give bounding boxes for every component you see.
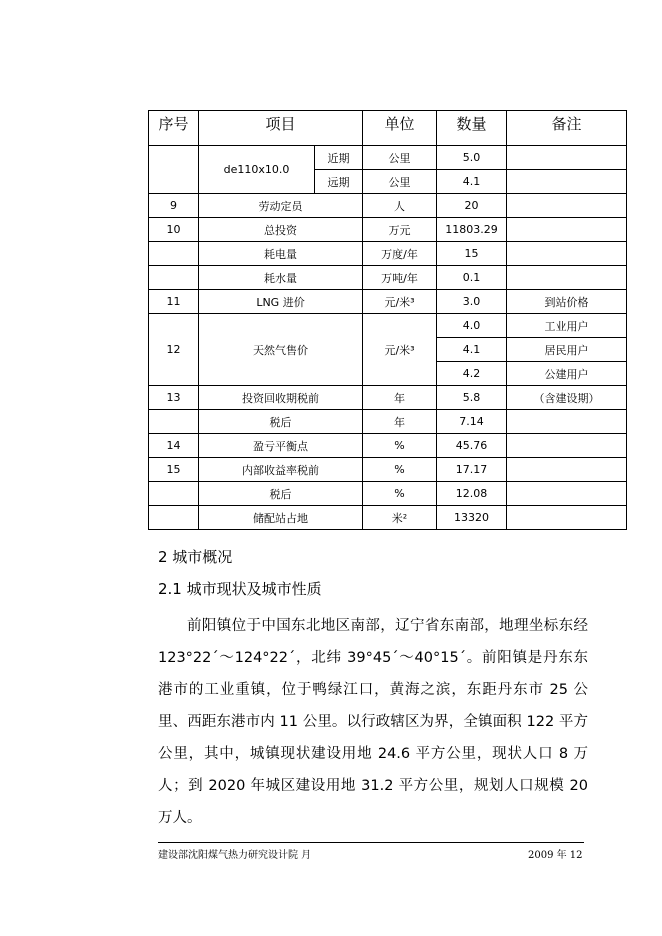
cell-note: （含建设期） xyxy=(507,386,627,410)
cell-qty: 17.17 xyxy=(437,458,507,482)
cell-unit: 万元 xyxy=(363,218,437,242)
cell-seq xyxy=(149,410,199,434)
cell-seq: 9 xyxy=(149,194,199,218)
body-paragraph: 前阳镇位于中国东北地区南部，辽宁省东南部，地理坐标东经 123°22´～124°22´，北纬 39°45´～40°15´。前阳镇是丹东东港市的工业重镇，位于鸭绿江口，黄海之滨，东距丹东市 25 公里、西距东港市内 11 公里。以行政辖区为界，全镇面积 122 平方公里，其中，城镇现状建设用地 24.6 平方公里，现状人口 8 万人；到 2020 年城区建设用地 31.2 平方公里，规划人口规模 20 万人。 xyxy=(158,618,588,826)
cell-seq: 14 xyxy=(149,434,199,458)
cell-note: 公建用户 xyxy=(507,362,627,386)
cell-qty: 13320 xyxy=(437,506,507,530)
cell-seq xyxy=(149,266,199,290)
table-row xyxy=(149,482,627,506)
header-seq: 序号 xyxy=(149,111,199,146)
cell-qty: 4.2 xyxy=(437,362,507,386)
table-row xyxy=(149,386,627,410)
table-row xyxy=(149,410,627,434)
cell-item: 投资回收期税前 xyxy=(199,386,363,410)
header-note: 备注 xyxy=(507,111,627,146)
footer-divider xyxy=(158,842,584,843)
cell-note xyxy=(507,482,627,506)
cell-note: 工业用户 xyxy=(507,314,627,338)
cell-qty: 45.76 xyxy=(437,434,507,458)
cell-note xyxy=(507,506,627,530)
cell-unit: 万度/年 xyxy=(363,242,437,266)
cell-note xyxy=(507,170,627,194)
cell-qty: 5.8 xyxy=(437,386,507,410)
cell-note xyxy=(507,266,627,290)
cell-item: 内部收益率税前 xyxy=(199,458,363,482)
cell-qty: 4.0 xyxy=(437,314,507,338)
cell-item: 耗电量 xyxy=(199,242,363,266)
cell-unit: 人 xyxy=(363,194,437,218)
cell-unit: 元/米³ xyxy=(363,314,437,386)
table-row xyxy=(149,218,627,242)
table-row xyxy=(149,314,627,338)
cell-item: 税后 xyxy=(199,482,363,506)
cell-item: 税后 xyxy=(199,410,363,434)
cell-qty: 5.0 xyxy=(437,146,507,170)
cell-unit: 万吨/年 xyxy=(363,266,437,290)
cell-note xyxy=(507,218,627,242)
cell-unit: 米² xyxy=(363,506,437,530)
cell-unit: % xyxy=(363,482,437,506)
cell-seq xyxy=(149,506,199,530)
cell-qty: 20 xyxy=(437,194,507,218)
cell-seq xyxy=(149,146,199,194)
cell-note: 居民用户 xyxy=(507,338,627,362)
cell-seq: 10 xyxy=(149,218,199,242)
cell-note xyxy=(507,194,627,218)
cell-qty: 11803.29 xyxy=(437,218,507,242)
table-row xyxy=(149,194,627,218)
cell-unit: 年 xyxy=(363,410,437,434)
cell-qty: 3.0 xyxy=(437,290,507,314)
cell-qty: 4.1 xyxy=(437,170,507,194)
cell-seq: 12 xyxy=(149,314,199,386)
cell-item: 劳动定员 xyxy=(199,194,363,218)
cell-note xyxy=(507,458,627,482)
cell-unit: % xyxy=(363,458,437,482)
cell-qty: 0.1 xyxy=(437,266,507,290)
cell-sub: 近期 xyxy=(315,146,363,170)
table-row xyxy=(149,146,627,170)
cell-note xyxy=(507,410,627,434)
cell-item: 盈亏平衡点 xyxy=(199,434,363,458)
cell-qty: 4.1 xyxy=(437,338,507,362)
header-qty: 数量 xyxy=(437,111,507,146)
section-heading: 2 城市概况 xyxy=(158,548,233,566)
table-header-row xyxy=(149,111,627,146)
cell-unit: 年 xyxy=(363,386,437,410)
cell-unit: 公里 xyxy=(363,146,437,170)
cell-seq: 11 xyxy=(149,290,199,314)
table-row xyxy=(149,242,627,266)
cell-seq xyxy=(149,242,199,266)
cell-sub: 远期 xyxy=(315,170,363,194)
cell-seq: 15 xyxy=(149,458,199,482)
table-row xyxy=(149,434,627,458)
cell-note xyxy=(507,242,627,266)
footer-date: 2009 年 12 xyxy=(528,850,583,861)
cell-pipe-label: de110x10.0 xyxy=(199,146,315,194)
cell-qty: 12.08 xyxy=(437,482,507,506)
cell-unit: % xyxy=(363,434,437,458)
table-row xyxy=(149,458,627,482)
cell-item: 储配站占地 xyxy=(199,506,363,530)
cell-note xyxy=(507,434,627,458)
cell-seq: 13 xyxy=(149,386,199,410)
table-row xyxy=(149,506,627,530)
cell-item: 总投资 xyxy=(199,218,363,242)
cell-item: LNG 进价 xyxy=(199,290,363,314)
cell-item: 天然气售价 xyxy=(199,314,363,386)
subsection-heading: 2.1 城市现状及城市性质 xyxy=(158,580,322,598)
cell-unit: 元/米³ xyxy=(363,290,437,314)
header-item: 项目 xyxy=(199,111,363,146)
cell-item: 耗水量 xyxy=(199,266,363,290)
cell-seq xyxy=(149,482,199,506)
cell-qty: 15 xyxy=(437,242,507,266)
project-summary-table xyxy=(148,110,627,530)
cell-note: 到站价格 xyxy=(507,290,627,314)
table-row xyxy=(149,290,627,314)
cell-qty: 7.14 xyxy=(437,410,507,434)
cell-unit: 公里 xyxy=(363,170,437,194)
cell-note xyxy=(507,146,627,170)
table-row xyxy=(149,266,627,290)
header-unit: 单位 xyxy=(363,111,437,146)
footer-organization: 建设部沈阳煤气热力研究设计院 月 xyxy=(158,850,312,861)
